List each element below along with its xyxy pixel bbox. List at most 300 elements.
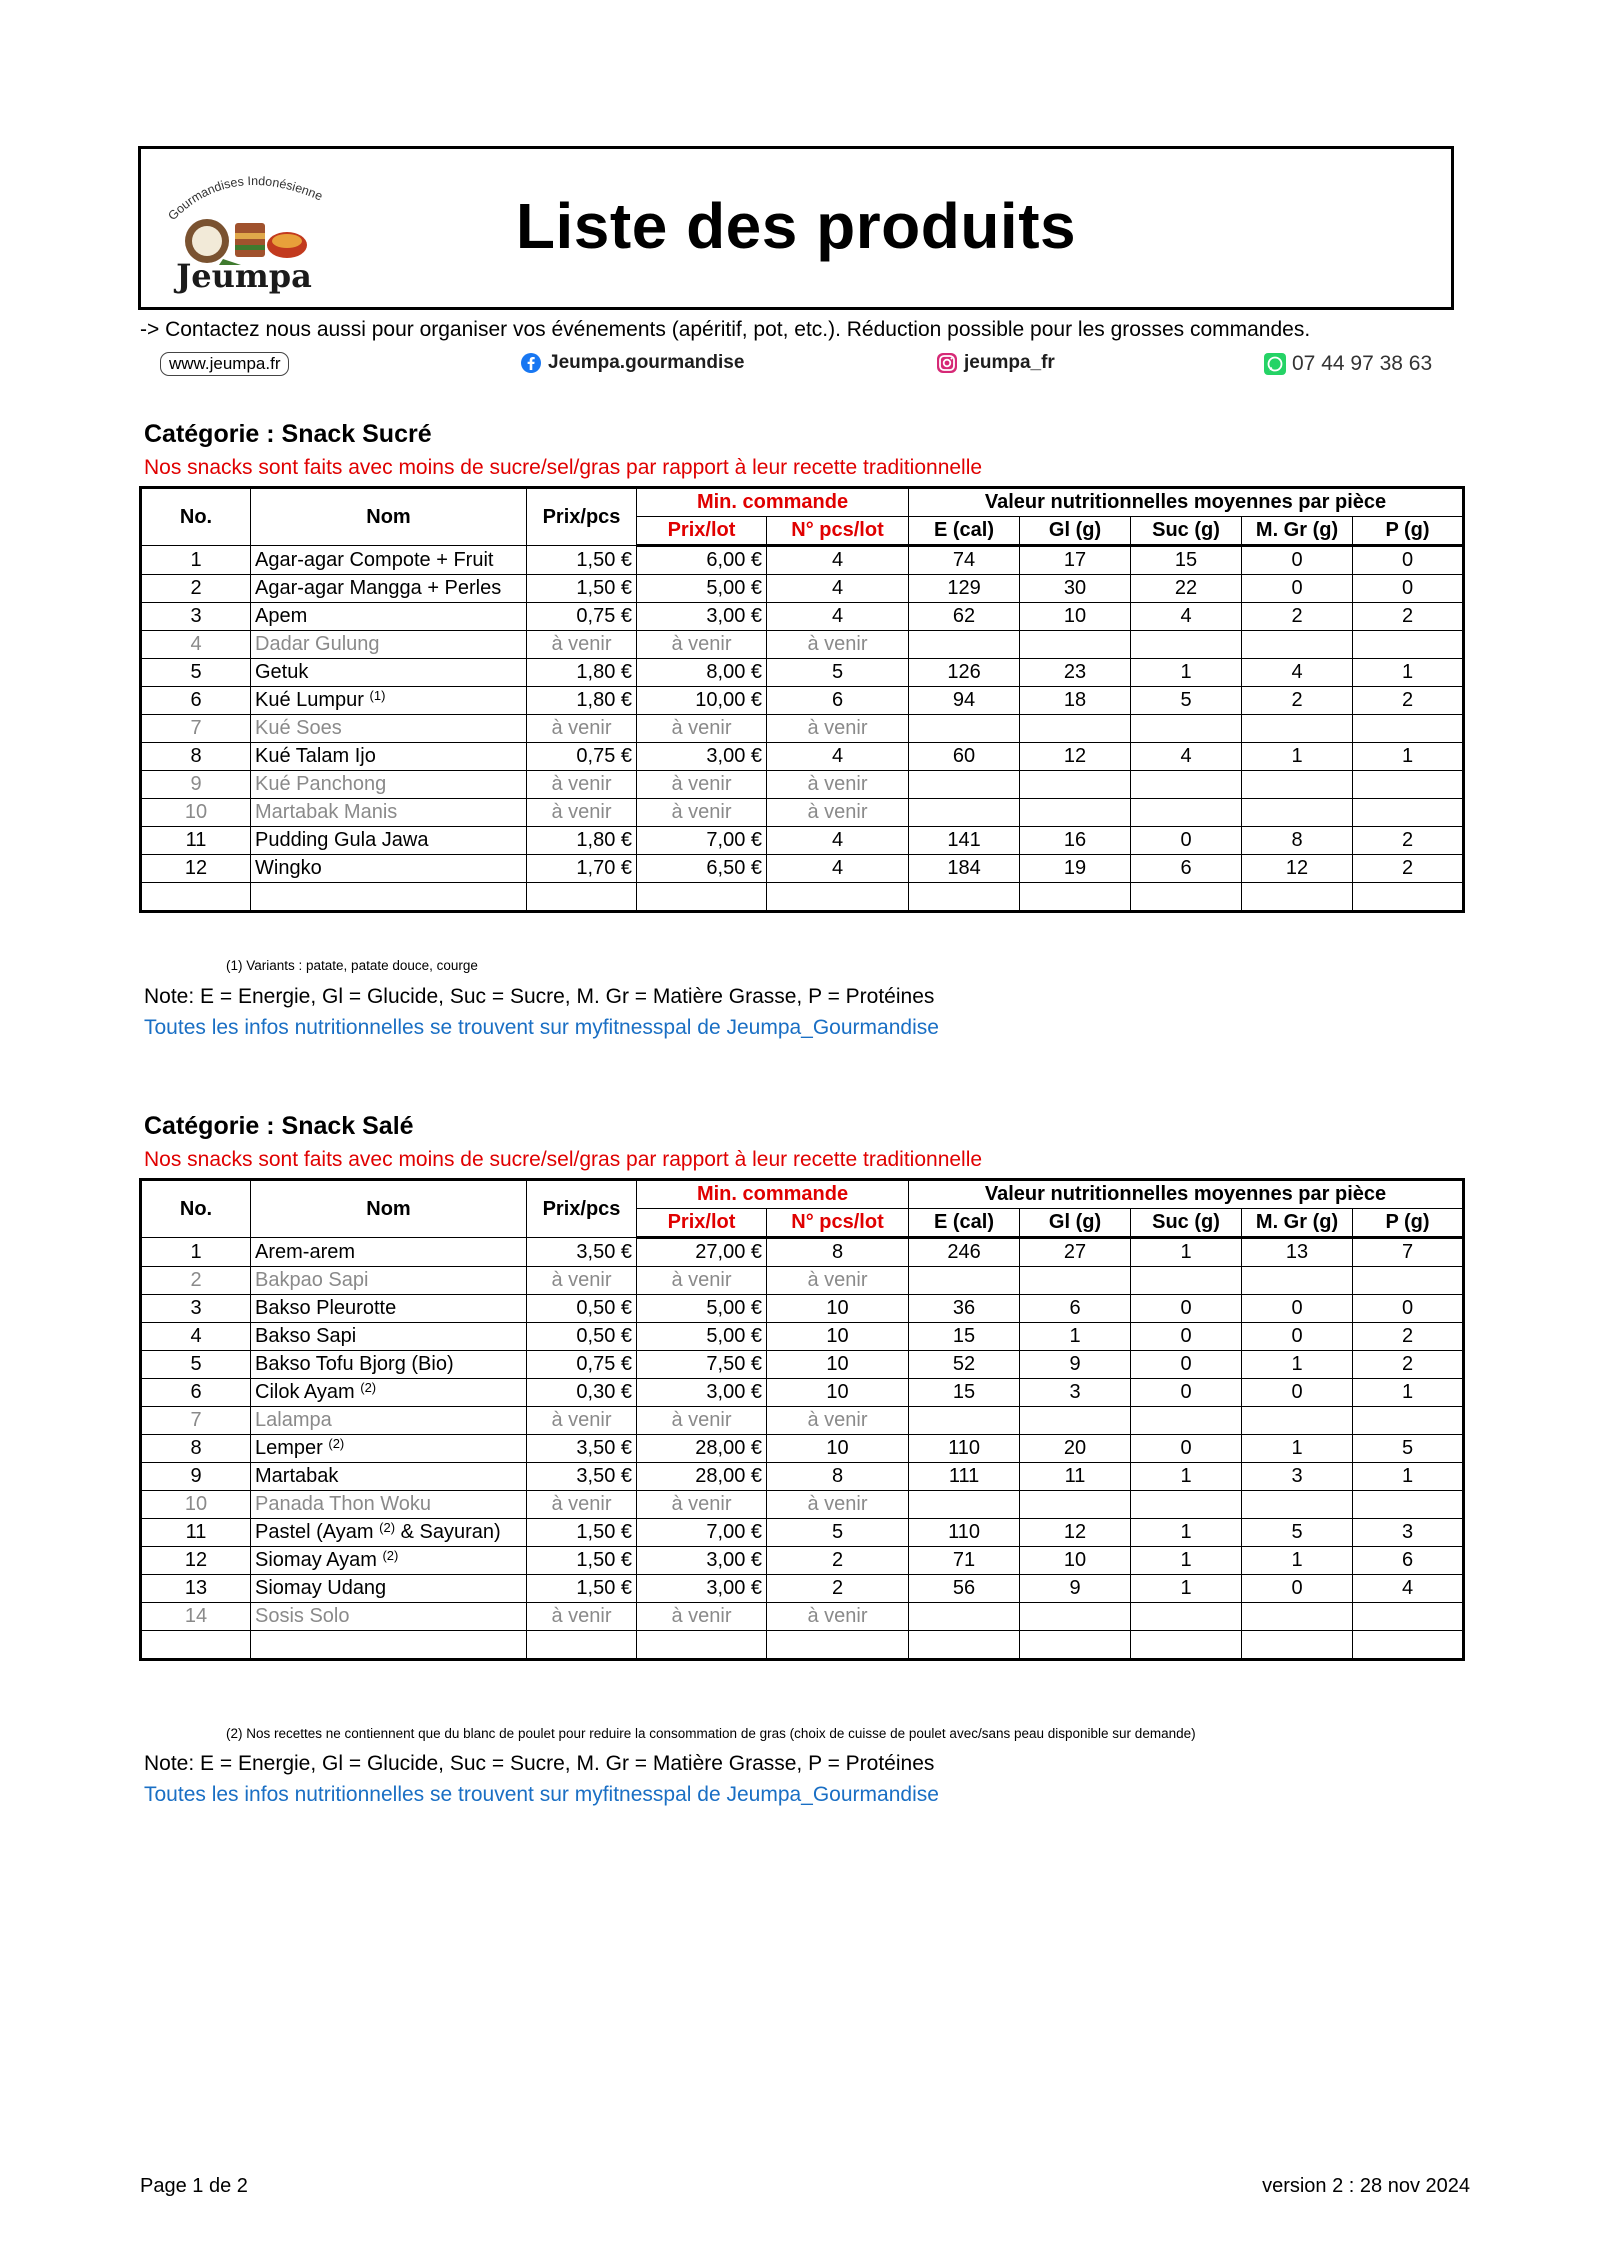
unit-price: 0,50 €	[527, 1295, 637, 1323]
row-number: 9	[141, 771, 251, 799]
pieces-per-lot: 8	[767, 1463, 909, 1491]
unit-price: 0,30 €	[527, 1379, 637, 1407]
product-name: Kué Lumpur $^{(1)}$	[251, 687, 527, 715]
lot-price: 10,00 €	[637, 687, 767, 715]
table-row	[141, 771, 1464, 799]
header-no: No.	[141, 1180, 251, 1238]
row-number: 11	[141, 827, 251, 855]
lot-price: 3,00 €	[637, 1547, 767, 1575]
header-energie: E (cal)	[909, 517, 1020, 546]
row-number: 3	[141, 1295, 251, 1323]
product-name: Cilok Ayam $^{(2)}$	[251, 1379, 527, 1407]
fat-value: 0	[1242, 1323, 1353, 1351]
fat-value: 2	[1242, 687, 1353, 715]
table-row	[141, 603, 1464, 631]
header-energie: E (cal)	[909, 1209, 1020, 1238]
protein-value: 2	[1353, 687, 1464, 715]
fat-value: 0	[1242, 1295, 1353, 1323]
glucide-value: 6	[1020, 1295, 1131, 1323]
protein-value	[1353, 799, 1464, 827]
pieces-per-lot: à venir	[767, 1491, 909, 1519]
footnote-variants: (1) Variants : patate, patate douce, courge	[226, 958, 478, 973]
table-row	[141, 715, 1464, 743]
lot-price: 28,00 €	[637, 1463, 767, 1491]
glucide-value	[1020, 771, 1131, 799]
svg-text:Gourmandises Indonésiennes: Gourmandises Indonésienne	[165, 173, 325, 224]
pieces-per-lot	[767, 1631, 909, 1660]
header-sucre: Suc (g)	[1131, 1209, 1242, 1238]
product-name: Agar-agar Mangga + Perles	[251, 575, 527, 603]
unit-price: 1,70 €	[527, 855, 637, 883]
fat-value	[1242, 1407, 1353, 1435]
fat-value: 1	[1242, 743, 1353, 771]
sugar-value	[1131, 715, 1242, 743]
protein-value: 5	[1353, 1435, 1464, 1463]
lot-price: 7,00 €	[637, 827, 767, 855]
pieces-per-lot: 6	[767, 687, 909, 715]
table-row	[141, 1435, 1464, 1463]
pieces-per-lot: 8	[767, 1238, 909, 1267]
table-row	[141, 1491, 1464, 1519]
pieces-per-lot: 10	[767, 1379, 909, 1407]
protein-value: 4	[1353, 1575, 1464, 1603]
facebook-link[interactable]	[520, 352, 744, 374]
header-no: No.	[141, 488, 251, 546]
sugar-value: 1	[1131, 659, 1242, 687]
sugar-value	[1131, 1603, 1242, 1631]
table-row	[141, 827, 1464, 855]
protein-value	[1353, 1267, 1464, 1295]
unit-price: 1,50 €	[527, 1547, 637, 1575]
fat-value: 0	[1242, 575, 1353, 603]
energy-value: 74	[909, 546, 1020, 575]
fat-value: 5	[1242, 1519, 1353, 1547]
sugar-value: 0	[1131, 827, 1242, 855]
protein-value: 0	[1353, 546, 1464, 575]
sugar-value	[1131, 799, 1242, 827]
lot-price: 27,00 €	[637, 1238, 767, 1267]
sugar-value: 0	[1131, 1379, 1242, 1407]
header-glucide: Gl (g)	[1020, 517, 1131, 546]
row-number: 4	[141, 631, 251, 659]
product-name: Getuk	[251, 659, 527, 687]
sugar-value	[1131, 631, 1242, 659]
fat-value: 1	[1242, 1547, 1353, 1575]
table-row	[141, 1547, 1464, 1575]
glucide-value: 19	[1020, 855, 1131, 883]
table-row	[141, 1238, 1464, 1267]
pieces-per-lot: 2	[767, 1575, 909, 1603]
header-pcs-lot: N° pcs/lot	[767, 1209, 909, 1238]
protein-value: 0	[1353, 1295, 1464, 1323]
glucide-value: 30	[1020, 575, 1131, 603]
unit-price: 0,75 €	[527, 1351, 637, 1379]
product-name: Wingko	[251, 855, 527, 883]
energy-value: 62	[909, 603, 1020, 631]
product-name: Kué Soes	[251, 715, 527, 743]
glucide-value: 11	[1020, 1463, 1131, 1491]
lot-price: 8,00 €	[637, 659, 767, 687]
energy-value: 184	[909, 855, 1020, 883]
fat-value	[1242, 799, 1353, 827]
product-name: Martabak Manis	[251, 799, 527, 827]
lot-price: à venir	[637, 799, 767, 827]
lot-price: à venir	[637, 771, 767, 799]
table-row	[141, 1575, 1464, 1603]
fat-value: 0	[1242, 546, 1353, 575]
protein-value: 1	[1353, 743, 1464, 771]
whatsapp-icon	[1264, 353, 1286, 375]
product-name: Agar-agar Compote + Fruit	[251, 546, 527, 575]
energy-value: 71	[909, 1547, 1020, 1575]
row-number: 2	[141, 1267, 251, 1295]
glucide-value	[1020, 715, 1131, 743]
product-name: Bakso Sapi	[251, 1323, 527, 1351]
energy-value: 15	[909, 1379, 1020, 1407]
row-number: 5	[141, 1351, 251, 1379]
pieces-per-lot: à venir	[767, 1603, 909, 1631]
unit-price: 1,50 €	[527, 546, 637, 575]
unit-price: 1,80 €	[527, 659, 637, 687]
sugar-value: 1	[1131, 1519, 1242, 1547]
row-number	[141, 883, 251, 912]
product-name: Lalampa	[251, 1407, 527, 1435]
instagram-link[interactable]	[936, 352, 1055, 374]
sugar-value	[1131, 1631, 1242, 1660]
row-number: 11	[141, 1519, 251, 1547]
unit-price	[527, 1631, 637, 1660]
table-row	[141, 1631, 1464, 1660]
energy-value: 110	[909, 1519, 1020, 1547]
pieces-per-lot: 4	[767, 827, 909, 855]
fat-value: 12	[1242, 855, 1353, 883]
glucide-value: 12	[1020, 1519, 1131, 1547]
products-table-sucre	[139, 486, 1465, 913]
glucide-value	[1020, 1407, 1131, 1435]
fat-value: 0	[1242, 1575, 1353, 1603]
products-table-sale	[139, 1178, 1465, 1661]
unit-price: à venir	[527, 771, 637, 799]
row-number: 3	[141, 603, 251, 631]
pieces-per-lot: 10	[767, 1435, 909, 1463]
glucide-value: 23	[1020, 659, 1131, 687]
fat-value: 1	[1242, 1435, 1353, 1463]
product-name: Siomay Udang	[251, 1575, 527, 1603]
energy-value: 126	[909, 659, 1020, 687]
pieces-per-lot: à venir	[767, 631, 909, 659]
footnote-chicken: (2) Nos recettes ne contiennent que du blanc de poulet pour reduire la consommation de gras (choix de cuisse de poulet avec/sans peau disponible sur demande)	[226, 1726, 1196, 1741]
row-number: 7	[141, 1407, 251, 1435]
row-number: 7	[141, 715, 251, 743]
header-nom: Nom	[251, 1180, 527, 1238]
product-name: Bakpao Sapi	[251, 1267, 527, 1295]
unit-price: à venir	[527, 1491, 637, 1519]
pieces-per-lot: 4	[767, 575, 909, 603]
protein-value	[1353, 1603, 1464, 1631]
header-matiere-grasse: M. Gr (g)	[1242, 1209, 1353, 1238]
glucide-value: 1	[1020, 1323, 1131, 1351]
protein-value: 1	[1353, 1463, 1464, 1491]
glucide-value: 3	[1020, 1379, 1131, 1407]
sugar-value: 0	[1131, 1323, 1242, 1351]
product-name	[251, 1631, 527, 1660]
facebook-icon	[520, 352, 542, 374]
sugar-value	[1131, 1407, 1242, 1435]
sugar-value: 1	[1131, 1238, 1242, 1267]
glucide-value	[1020, 1603, 1131, 1631]
row-number: 13	[141, 1575, 251, 1603]
instagram-icon	[936, 352, 958, 374]
energy-value	[909, 1631, 1020, 1660]
row-number: 12	[141, 855, 251, 883]
unit-price: 1,50 €	[527, 1575, 637, 1603]
unit-price: à venir	[527, 1603, 637, 1631]
header-glucide: Gl (g)	[1020, 1209, 1131, 1238]
contact-line: -> Contactez nous aussi pour organiser vos événements (apéritif, pot, etc.). Réduction possible pour les grosses commandes.	[140, 318, 1311, 341]
abbreviation-note-sale: Note: E = Energie, Gl = Glucide, Suc = Sucre, M. Gr = Matière Grasse, P = Protéines	[144, 1752, 935, 1775]
product-name: Kué Panchong	[251, 771, 527, 799]
glucide-value: 20	[1020, 1435, 1131, 1463]
lot-price	[637, 1631, 767, 1660]
fat-value	[1242, 771, 1353, 799]
unit-price: 3,50 €	[527, 1463, 637, 1491]
glucide-value: 10	[1020, 1547, 1131, 1575]
energy-value: 110	[909, 1435, 1020, 1463]
product-name: Kué Talam Ijo	[251, 743, 527, 771]
whatsapp-link[interactable]	[1264, 352, 1432, 376]
pieces-per-lot: 10	[767, 1295, 909, 1323]
instagram-label: jeumpa_fr	[964, 352, 1055, 373]
protein-value: 6	[1353, 1547, 1464, 1575]
table-row	[141, 631, 1464, 659]
row-number: 1	[141, 1238, 251, 1267]
energy-value	[909, 799, 1020, 827]
header-prix-lot: Prix/lot	[637, 517, 767, 546]
table-row	[141, 1295, 1464, 1323]
table-row	[141, 1407, 1464, 1435]
table-row	[141, 1463, 1464, 1491]
table-row	[141, 855, 1464, 883]
unit-price: à venir	[527, 631, 637, 659]
pieces-per-lot	[767, 883, 909, 912]
protein-value: 2	[1353, 1351, 1464, 1379]
pieces-per-lot: à venir	[767, 771, 909, 799]
glucide-value: 17	[1020, 546, 1131, 575]
header-matiere-grasse: M. Gr (g)	[1242, 517, 1353, 546]
fat-value: 8	[1242, 827, 1353, 855]
protein-value: 3	[1353, 1519, 1464, 1547]
lot-price: 5,00 €	[637, 575, 767, 603]
page-title: Liste des produits	[515, 190, 1077, 262]
row-number: 9	[141, 1463, 251, 1491]
glucide-value	[1020, 1267, 1131, 1295]
fat-value: 13	[1242, 1238, 1353, 1267]
table-row	[141, 743, 1464, 771]
fat-value	[1242, 883, 1353, 912]
product-name: Bakso Tofu Bjorg (Bio)	[251, 1351, 527, 1379]
pieces-per-lot: à venir	[767, 1407, 909, 1435]
energy-value: 129	[909, 575, 1020, 603]
unit-price: à venir	[527, 1267, 637, 1295]
sugar-value: 6	[1131, 855, 1242, 883]
section-title-sale: Catégorie : Snack Salé	[144, 1112, 414, 1140]
product-name: Siomay Ayam $^{(2)}$	[251, 1547, 527, 1575]
lot-price	[637, 883, 767, 912]
lot-price: 7,00 €	[637, 1519, 767, 1547]
fat-value: 1	[1242, 1351, 1353, 1379]
lot-price: à venir	[637, 1603, 767, 1631]
header-proteines: P (g)	[1353, 1209, 1464, 1238]
sugar-value	[1131, 1267, 1242, 1295]
lot-price: à venir	[637, 1407, 767, 1435]
lot-price: à venir	[637, 631, 767, 659]
unit-price: 1,50 €	[527, 575, 637, 603]
protein-value: 2	[1353, 855, 1464, 883]
product-name: Dadar Gulung	[251, 631, 527, 659]
table-row	[141, 1323, 1464, 1351]
pieces-per-lot: 5	[767, 1519, 909, 1547]
table-row	[141, 1267, 1464, 1295]
sugar-value: 1	[1131, 1575, 1242, 1603]
sugar-value: 0	[1131, 1295, 1242, 1323]
sugar-value: 22	[1131, 575, 1242, 603]
fat-value: 3	[1242, 1463, 1353, 1491]
pieces-per-lot: à venir	[767, 799, 909, 827]
section-title-sucre: Catégorie : Snack Sucré	[144, 420, 432, 448]
lot-price: 3,00 €	[637, 1575, 767, 1603]
pieces-per-lot: 10	[767, 1351, 909, 1379]
fat-value	[1242, 715, 1353, 743]
table-row	[141, 575, 1464, 603]
reduced-sugar-note-sale: Nos snacks sont faits avec moins de sucre/sel/gras par rapport à leur recette traditionnelle	[144, 1148, 983, 1171]
energy-value	[909, 631, 1020, 659]
footnote-marker: (2)	[379, 1520, 396, 1535]
website-link[interactable]: www.jeumpa.fr	[160, 352, 289, 376]
energy-value: 60	[909, 743, 1020, 771]
pieces-per-lot: 10	[767, 1323, 909, 1351]
table-row	[141, 546, 1464, 575]
sugar-value: 4	[1131, 743, 1242, 771]
lot-price: à venir	[637, 715, 767, 743]
lot-price: 6,00 €	[637, 546, 767, 575]
row-number: 1	[141, 546, 251, 575]
protein-value: 2	[1353, 1323, 1464, 1351]
sugar-value	[1131, 771, 1242, 799]
energy-value	[909, 1407, 1020, 1435]
protein-value: 7	[1353, 1238, 1464, 1267]
unit-price: à venir	[527, 1407, 637, 1435]
lot-price: à venir	[637, 1267, 767, 1295]
protein-value	[1353, 1631, 1464, 1660]
unit-price: 1,50 €	[527, 1519, 637, 1547]
pieces-per-lot: à venir	[767, 715, 909, 743]
glucide-value: 16	[1020, 827, 1131, 855]
unit-price: à venir	[527, 715, 637, 743]
lot-price: 28,00 €	[637, 1435, 767, 1463]
sugar-value: 15	[1131, 546, 1242, 575]
unit-price: 1,80 €	[527, 827, 637, 855]
protein-value: 2	[1353, 827, 1464, 855]
pieces-per-lot: 5	[767, 659, 909, 687]
lot-price: 6,50 €	[637, 855, 767, 883]
row-number: 12	[141, 1547, 251, 1575]
energy-value: 94	[909, 687, 1020, 715]
lot-price: à venir	[637, 1491, 767, 1519]
glucide-value: 18	[1020, 687, 1131, 715]
row-number: 6	[141, 1379, 251, 1407]
sugar-value: 4	[1131, 603, 1242, 631]
fat-value	[1242, 1267, 1353, 1295]
table-row	[141, 883, 1464, 912]
glucide-value: 9	[1020, 1575, 1131, 1603]
table-row	[141, 1519, 1464, 1547]
protein-value	[1353, 715, 1464, 743]
product-name	[251, 883, 527, 912]
glucide-value: 12	[1020, 743, 1131, 771]
pieces-per-lot: 4	[767, 546, 909, 575]
product-name: Martabak	[251, 1463, 527, 1491]
protein-value	[1353, 631, 1464, 659]
sugar-value	[1131, 1491, 1242, 1519]
protein-value: 2	[1353, 603, 1464, 631]
table-row	[141, 659, 1464, 687]
energy-value	[909, 883, 1020, 912]
table-row	[141, 1603, 1464, 1631]
row-number: 5	[141, 659, 251, 687]
pieces-per-lot: 2	[767, 1547, 909, 1575]
glucide-value	[1020, 799, 1131, 827]
lot-price: 5,00 €	[637, 1323, 767, 1351]
product-name: Bakso Pleurotte	[251, 1295, 527, 1323]
row-number	[141, 1631, 251, 1660]
energy-value: 15	[909, 1323, 1020, 1351]
header-prix-lot: Prix/lot	[637, 1209, 767, 1238]
row-number: 8	[141, 1435, 251, 1463]
facebook-label: Jeumpa.gourmandise	[548, 352, 745, 373]
energy-value: 246	[909, 1238, 1020, 1267]
protein-value: 1	[1353, 1379, 1464, 1407]
table-row	[141, 1351, 1464, 1379]
footnote-marker: (2)	[382, 1548, 399, 1563]
row-number: 8	[141, 743, 251, 771]
protein-value: 0	[1353, 575, 1464, 603]
table-row	[141, 687, 1464, 715]
lot-price: 5,00 €	[637, 1295, 767, 1323]
header-prix-pcs: Prix/pcs	[527, 488, 637, 546]
product-name: Lemper $^{(2)}$	[251, 1435, 527, 1463]
logo-brand: Jeumpa	[176, 257, 312, 295]
product-name: Apem	[251, 603, 527, 631]
protein-value	[1353, 883, 1464, 912]
page-number: Page 1 de 2	[140, 2175, 248, 2197]
fat-value	[1242, 1603, 1353, 1631]
pieces-per-lot: 4	[767, 603, 909, 631]
energy-value	[909, 1491, 1020, 1519]
unit-price: 0,75 €	[527, 743, 637, 771]
row-number: 10	[141, 799, 251, 827]
energy-value: 111	[909, 1463, 1020, 1491]
unit-price: à venir	[527, 799, 637, 827]
energy-value	[909, 1603, 1020, 1631]
header-proteines: P (g)	[1353, 517, 1464, 546]
protein-value	[1353, 1407, 1464, 1435]
row-number: 2	[141, 575, 251, 603]
header-prix-pcs: Prix/pcs	[527, 1180, 637, 1238]
row-number: 14	[141, 1603, 251, 1631]
sugar-value: 1	[1131, 1547, 1242, 1575]
version-date: version 2 : 28 nov 2024	[1262, 2175, 1470, 2197]
abbreviation-note-sucre: Note: E = Energie, Gl = Glucide, Suc = Sucre, M. Gr = Matière Grasse, P = Protéines	[144, 985, 935, 1008]
